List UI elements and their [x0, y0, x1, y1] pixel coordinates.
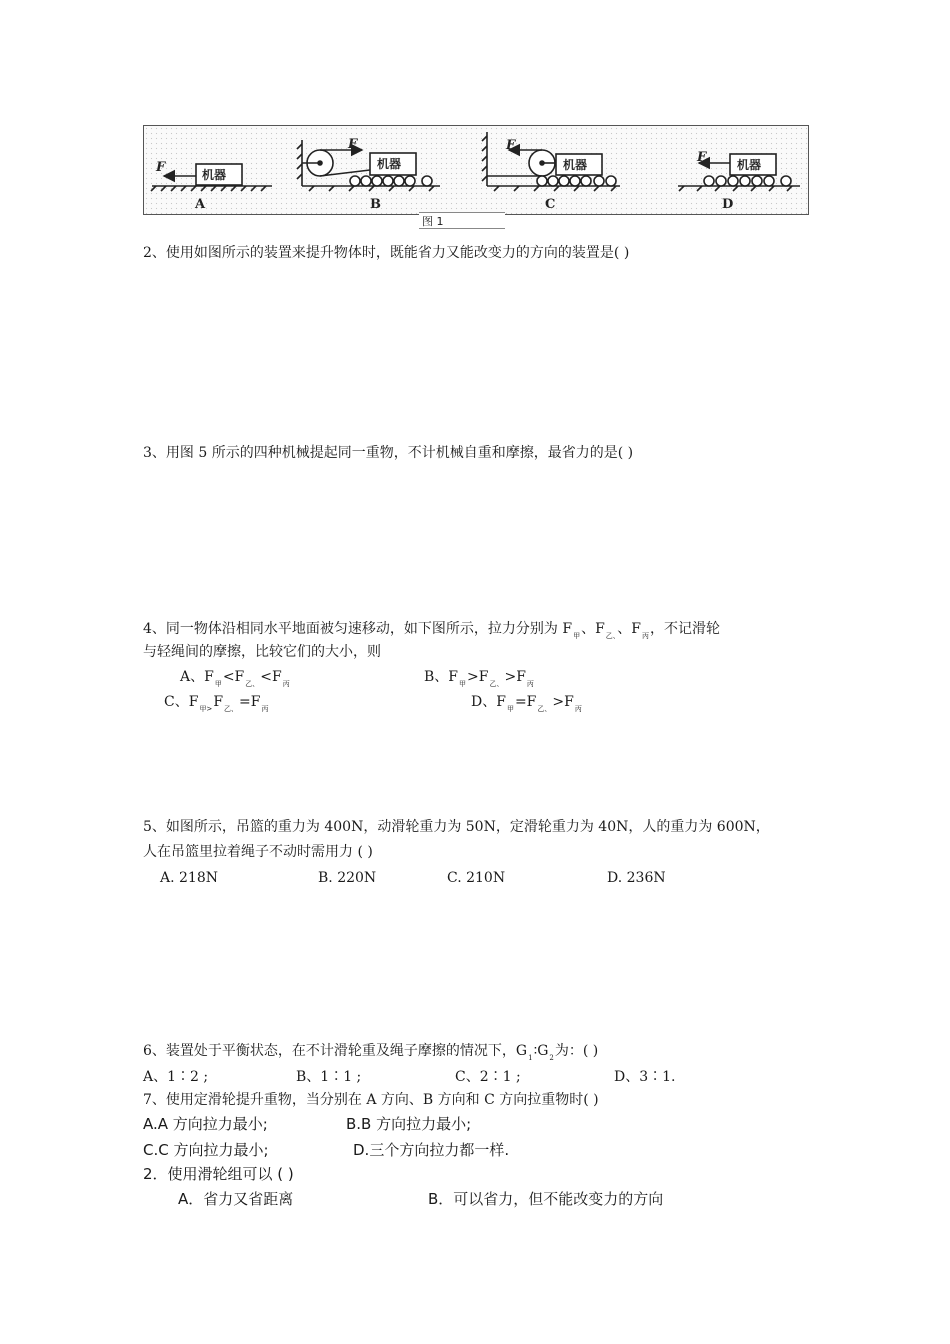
question-4-option-d: D、$F_甲=F_{乙、}>F_丙$	[471, 694, 582, 713]
question-5-option-c: C. 210N	[447, 870, 506, 886]
question-pulley-group-option-b: B．可以省力，但不能改变力的方向	[428, 1190, 664, 1208]
question-5-option-d: D. 236N	[607, 870, 666, 886]
panel-label-b: B	[370, 197, 381, 212]
panel-label-a: A	[195, 197, 206, 212]
question-7: 7、使用定滑轮提升重物，当分别在 A 方向、B 方向和 C 方向拉重物时( )	[143, 1092, 599, 1108]
machine-label-d: 机器	[737, 158, 762, 172]
question-6-option-c: C、2∶1 ;	[455, 1069, 521, 1085]
figure-1-drawing	[144, 126, 808, 214]
question-5-option-b: B. 220N	[318, 870, 377, 886]
question-7-option-b: B.B 方向拉力最小;	[346, 1115, 472, 1133]
question-pulley-group: 2．使用滑轮组可以 ( )	[143, 1165, 294, 1183]
force-label-a: F	[156, 160, 166, 175]
question-6-option-b: B、1∶1 ;	[296, 1069, 362, 1085]
panel-label-d: D	[722, 197, 734, 212]
question-4-option-c: C、$F_{甲>}F_{乙、}=F_丙$	[164, 694, 269, 713]
panel-label-c: C	[545, 197, 556, 212]
question-5-line-1: 5、如图所示，吊篮的重力为 400N，动滑轮重力为 50N，定滑轮重力为 40N，人的重力为 600N，	[143, 819, 770, 835]
question-6-option-d: D、3∶1.	[614, 1069, 676, 1085]
question-7-option-a: A.A 方向拉力最小;	[143, 1115, 268, 1133]
figure-1	[143, 125, 809, 215]
question-6: 6、装置处于平衡状态，在不计滑轮重及绳子摩擦的情况下，$G_1∶G_2$为：( )	[143, 1043, 599, 1062]
machine-label-c: 机器	[563, 158, 588, 172]
question-6-option-a: A、1∶2 ;	[143, 1069, 209, 1085]
question-5-line-2: 人在吊篮里拉着绳子不动时需用力 ( )	[143, 844, 373, 860]
question-pulley-group-option-a: A．省力又省距离	[178, 1190, 294, 1208]
panel-b	[297, 140, 440, 191]
question-4-line-2: 与轻绳间的摩擦，比较它们的大小，则	[143, 644, 381, 660]
force-label-b: F	[348, 137, 358, 152]
question-4-option-a: A、$F_甲<F_{乙、}<F_丙$	[180, 669, 290, 688]
question-2: 2、使用如图所示的装置来提升物体时，既能省力又能改变力的方向的装置是( )	[143, 245, 630, 261]
question-5-option-a: A. 218N	[160, 870, 218, 886]
force-label-d: F	[697, 150, 707, 165]
question-4-line-1: 4、同一物体沿相同水平地面被匀速移动，如下图所示，拉力分别为 $F_甲$、$F_{乙、}$、$F_丙$，不记滑轮	[143, 621, 721, 640]
figure-caption: 图 1	[422, 215, 444, 228]
panel-c	[482, 132, 620, 191]
machine-label-a: 机器	[202, 168, 227, 182]
question-4-option-b: B、$F_甲>F_{乙、}>F_丙$	[424, 669, 534, 688]
question-3: 3、用图 5 所示的四种机械提起同一重物，不计机械自重和摩擦，最省力的是( )	[143, 445, 634, 461]
question-7-option-d: D.三个方向拉力都一样.	[353, 1141, 510, 1159]
force-label-c: F	[506, 138, 516, 153]
question-7-option-c: C.C 方向拉力最小;	[143, 1141, 269, 1159]
machine-label-b: 机器	[377, 157, 402, 171]
